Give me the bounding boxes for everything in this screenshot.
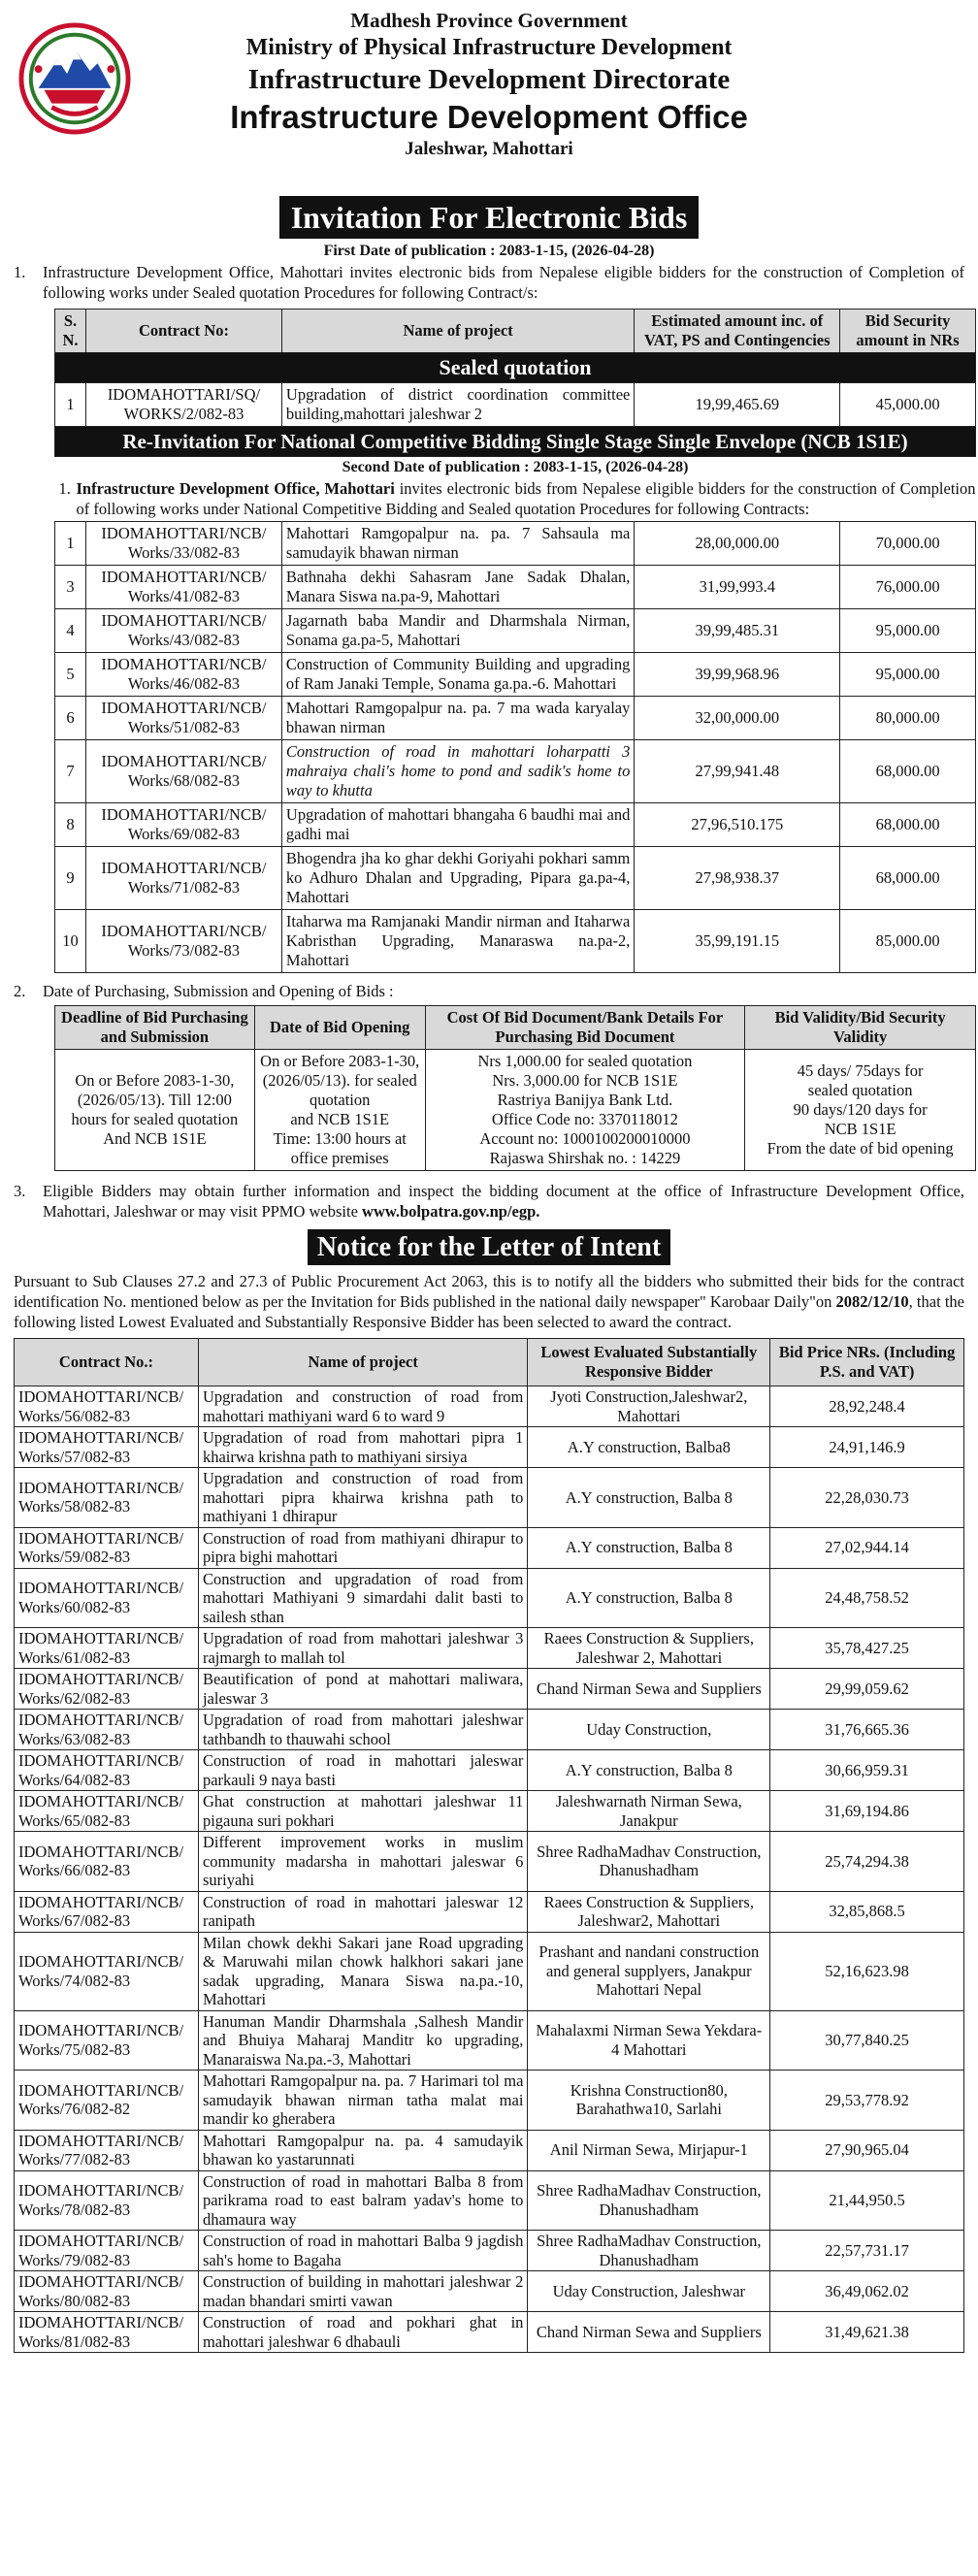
selected-bidder: Uday Construction, — [528, 1710, 770, 1750]
contract-number: IDOMAHOTTARI/NCB/ Works/80/082-83 — [15, 2271, 199, 2312]
bidder-header: Lowest Evaluated Substantially Responsive Bidder — [528, 1339, 770, 1386]
deadline-cell — [55, 1050, 255, 1171]
selected-bidder: A.Y construction, Balba 8 — [528, 1568, 770, 1628]
cell-line: (2026/05/13). Till 12:00 — [77, 1091, 232, 1109]
paragraph-1 — [14, 262, 964, 303]
bid-price: 22,57,731.17 — [770, 2231, 964, 2271]
project-name: Upgradation and construction of road from mahottari pipra khairwa krishna path to mathiyani 1 dhirapur — [198, 1468, 527, 1528]
selected-bidder: Anil Nirman Sewa, Mirjapur-1 — [528, 2130, 770, 2170]
contract-number: IDOMAHOTTARI/NCB/ Works/58/082-83 — [15, 1468, 199, 1528]
second-publication-date: Second Date of publication : 2083-1-15, (2026-04-28) — [342, 459, 689, 475]
bid-price: 30,66,959.31 — [770, 1750, 964, 1791]
selected-bidder: Jyoti Construction,Jaleshwar2, Mahottari — [528, 1386, 770, 1427]
bid-price: 27,02,944.14 — [770, 1527, 964, 1568]
contract-number: IDOMAHOTTARI/NCB/ Works/41/082-83 — [85, 566, 281, 609]
cell-line: Office Code no: 3370118012 — [491, 1110, 678, 1128]
intent-row — [15, 1791, 964, 1832]
cell-line: On or Before 2083-1-30, — [75, 1071, 235, 1090]
intent-row — [15, 2312, 964, 2353]
bid-price: 24,48,758.52 — [770, 1568, 964, 1628]
bid-price: 36,49,062.02 — [770, 2271, 964, 2312]
project-name: Mahottari Ramgopalpur na. pa. 7 ma wada karyalay bhawan nirman — [281, 697, 634, 740]
project-name: Bathnaha dekhi Sahasram Jane Sadak Dhalan, Manara Siswa na.pa-9, Mahottari — [281, 566, 634, 609]
project-name-header: Name of project — [198, 1339, 527, 1386]
cell-line: On or Before 2083-1-30, — [260, 1052, 420, 1070]
selected-bidder: Uday Construction, Jaleshwar — [528, 2271, 770, 2312]
nepal-emblem-icon — [17, 21, 132, 136]
project-name: Construction of building in mahottari jaleshwar 2 madan bhandari smirti vawan — [198, 2271, 527, 2312]
contract-number: IDOMAHOTTARI/NCB/ Works/81/082-83 — [15, 2312, 199, 2353]
contract-number: IDOMAHOTTARI/NCB/ Works/51/082-83 — [85, 697, 281, 740]
notice-text-2: , that the following listed Lowest Evaluated and Substantially Responsive Bidder has been selected to award the contract. — [14, 1292, 964, 1331]
project-name: Construction of road in mahottari jaleswar parkauli 9 naya basti — [198, 1750, 527, 1791]
intent-row — [15, 1891, 964, 1932]
project-name: Beautification of pond at mahottari maliwara, jaleswar 3 — [198, 1669, 527, 1710]
project-name: Jagarnath baba Mandir and Dharmshala Nirman, Sonama ga.pa-5, Mahottari — [281, 609, 634, 653]
bid-security-amount: 68,000.00 — [840, 847, 976, 910]
bid-price: 25,74,294.38 — [770, 1832, 964, 1892]
serial-number: 7 — [55, 740, 86, 803]
estimated-amount: 27,98,938.37 — [635, 847, 840, 910]
cell-line: 90 days/120 days for — [793, 1100, 928, 1119]
cell-line: From the date of bid opening — [766, 1139, 954, 1158]
intent-row — [15, 2271, 964, 2312]
contracts-table — [54, 309, 976, 973]
bid-price: 32,85,868.5 — [770, 1891, 964, 1932]
bid-price: 22,28,030.73 — [770, 1468, 964, 1528]
contract-number: IDOMAHOTTARI/NCB/ Works/67/082-83 — [15, 1891, 199, 1932]
contract-number: IDOMAHOTTARI/SQ/ WORKS/2/082-83 — [85, 383, 281, 427]
cost-bank-header: Cost Of Bid Document/Bank Details For Purchasing Bid Document — [425, 1006, 745, 1050]
serial-number: 10 — [55, 910, 86, 973]
paragraph-text: Infrastructure Development Office, Mahottari invites electronic bids from Nepalese eligible bidders for the construction of Completion of following works under Sealed quotation Procedures for following Contract/s: — [43, 263, 964, 302]
directorate-name: Infrastructure Development Directorate — [247, 64, 731, 95]
bid-price: 52,16,623.98 — [770, 1932, 964, 2010]
project-name: Upgradation of mahottari bhangaha 6 baudhi mai and gadhi mai — [281, 803, 634, 847]
paragraph-3 — [14, 1181, 964, 1222]
intent-row — [15, 1568, 964, 1628]
project-name: Mahottari Ramgopalpur na. pa. 4 samudayik bhawan ko yastarunnati — [198, 2130, 527, 2170]
sealed-quotation-band-row — [55, 353, 976, 383]
intent-row — [15, 1710, 964, 1750]
selected-bidder: Chand Nirman Sewa and Suppliers — [528, 2312, 770, 2353]
contract-number: IDOMAHOTTARI/NCB/ Works/46/082-83 — [85, 653, 281, 697]
cost-bank-cell — [425, 1050, 745, 1171]
serial-number: 9 — [55, 847, 86, 910]
estimated-amount: 27,96,510.175 — [635, 803, 840, 847]
contract-number: IDOMAHOTTARI/NCB/ Works/66/082-83 — [15, 1832, 199, 1892]
intent-row — [15, 2170, 964, 2231]
paragraph-number: 3. — [14, 1182, 26, 1200]
cell-line: NCB 1S1E — [824, 1120, 896, 1138]
contract-row — [55, 522, 976, 566]
contract-number: IDOMAHOTTARI/NCB/ Works/74/082-83 — [15, 1932, 199, 2010]
paragraph-text: Date of Purchasing, Submission and Opening of Bids : — [43, 982, 394, 1000]
ncb-band: Re-Invitation For National Competitive Bidding Single Stage Single Envelope (NCB 1S1E) — [55, 427, 976, 457]
first-publication-date: First Date of publication : 2083-1-15, (2026-04-28) — [323, 243, 655, 259]
cell-line: 45 days/ 75days for — [797, 1061, 924, 1080]
project-name: Hanuman Mandir Dharmshala ,Salhesh Mandir and Bhuiya Maharaj Manditr ko upgrading, Manaraiswa Na.pa.-3, Mahottari — [198, 2010, 527, 2071]
estimated-amount: 19,99,465.69 — [635, 383, 840, 427]
contract-number: IDOMAHOTTARI/NCB/ Works/68/082-83 — [85, 740, 281, 803]
selected-bidder: Chand Nirman Sewa and Suppliers — [528, 1669, 770, 1710]
intent-row — [15, 1386, 964, 1427]
project-name: Upgradation of road from mahottari pipra 1 khairwa krishna path to mathiyani sirsiya — [198, 1427, 527, 1468]
selected-bidder: Raees Construction & Suppliers, Jaleshwar 2, Mahottari — [528, 1628, 770, 1669]
bid-price: 24,91,146.9 — [770, 1427, 964, 1468]
intent-row — [15, 2010, 964, 2071]
contract-number: IDOMAHOTTARI/NCB/ Works/62/082-83 — [15, 1669, 199, 1710]
project-name: Construction of road in mahottari loharpatti 3 mahraiya chali's home to pond and sadik's home to way to khutta — [281, 740, 634, 803]
ncb-band-row — [55, 427, 976, 457]
bid-security-amount: 45,000.00 — [840, 383, 976, 427]
contract-number: IDOMAHOTTARI/NCB/ Works/69/082-83 — [85, 803, 281, 847]
project-name: Milan chowk dekhi Sakari jane Road upgrading & Maruwahi milan chowk halkhori sakari jane sadak upgrading, Manara Siswa na.pa.-10, Mahottari — [198, 1932, 527, 2010]
contract-row — [55, 609, 976, 653]
project-name: Upgradation of road from mahottari jaleshwar 3 rajmargh to mallah tol — [198, 1628, 527, 1669]
contract-number: IDOMAHOTTARI/NCB/ Works/33/082-83 — [85, 522, 281, 566]
letterhead — [14, 8, 964, 192]
serial-number: 4 — [55, 609, 86, 653]
cell-line: Rastriya Banijya Bank Ltd. — [497, 1091, 673, 1109]
selected-bidder: Krishna Construction80, Barahathwa10, Sarlahi — [528, 2071, 770, 2131]
contract-number: IDOMAHOTTARI/NCB/ Works/60/082-83 — [15, 1568, 199, 1628]
estimated-amount: 39,99,968.96 — [635, 653, 840, 697]
contract-number: IDOMAHOTTARI/NCB/ Works/63/082-83 — [15, 1710, 199, 1750]
project-name: Itaharwa ma Ramjanaki Mandir nirman and Itaharwa Kabristhan Upgrading, Manaraswa na.pa-2, Mahottari — [281, 910, 634, 973]
bid-security-amount: 85,000.00 — [840, 910, 976, 973]
bid-security-amount: 80,000.00 — [840, 697, 976, 740]
selected-bidder: A.Y construction, Balba 8 — [528, 1750, 770, 1791]
opening-header: Date of Bid Opening — [254, 1006, 425, 1050]
bid-price: 30,77,840.25 — [770, 2010, 964, 2071]
cell-line: and NCB 1S1E — [290, 1110, 390, 1128]
ncb-intro — [55, 478, 976, 519]
opening-cell — [254, 1050, 425, 1171]
contract-row — [55, 383, 976, 427]
paragraph-text: Eligible Bidders may obtain further information and inspect the bidding document at the office of Infrastructure Development Office, Mahottari, Jaleshwar or may visit PPMO website — [43, 1182, 964, 1221]
contract-number: IDOMAHOTTARI/NCB/ Works/65/082-83 — [15, 1791, 199, 1832]
invitation-title: Invitation For Electronic Bids — [279, 196, 700, 239]
contract-row — [55, 740, 976, 803]
contract-number: IDOMAHOTTARI/NCB/ Works/64/082-83 — [15, 1750, 199, 1791]
contract-number: IDOMAHOTTARI/NCB/ Works/43/082-83 — [85, 609, 281, 653]
estimated-amount: 39,99,485.31 — [635, 609, 840, 653]
cell-line: Account no: 1000100200010000 — [479, 1129, 691, 1148]
bid-price: 31,76,665.36 — [770, 1710, 964, 1750]
selected-bidder: Raees Construction & Suppliers, Jaleshwar2, Mahottari — [528, 1891, 770, 1932]
intent-row — [15, 1932, 964, 2010]
bid-dates-header — [55, 1006, 976, 1050]
bid-price: 29,53,778.92 — [770, 2071, 964, 2131]
estimated-amount: 28,00,000.00 — [635, 522, 840, 566]
selected-bidder: Mahalaxmi Nirman Sewa Yekdara-4 Mahottari — [528, 2010, 770, 2071]
serial-number: 1 — [55, 522, 86, 566]
bid-dates-row — [55, 1050, 976, 1171]
project-name: Construction of road from mathiyani dhirapur to pipra bighi mahottari — [198, 1527, 527, 1568]
cell-line: quotation — [310, 1091, 371, 1109]
cell-line: sealed quotation — [807, 1081, 913, 1099]
cell-line: hours for sealed quotation — [71, 1110, 239, 1128]
contract-number: IDOMAHOTTARI/NCB/ Works/78/082-83 — [15, 2170, 199, 2231]
contract-row — [55, 653, 976, 697]
cell-line: Nrs. 3,000.00 for NCB 1S1E — [492, 1071, 678, 1090]
selected-bidder: A.Y construction, Balba8 — [528, 1427, 770, 1468]
contract-row — [55, 566, 976, 609]
project-name: Upgradation and construction of road from mahottari mathiyani ward 6 to ward 9 — [198, 1386, 527, 1427]
contract-row — [55, 697, 976, 740]
contract-no-header: Contract No.: — [15, 1339, 199, 1386]
contract-number: IDOMAHOTTARI/NCB/ Works/71/082-83 — [85, 847, 281, 910]
paragraph-number: 1. — [58, 479, 71, 498]
notice-date: 2082/12/10 — [835, 1292, 909, 1311]
selected-bidder: Shree RadhaMadhav Construction, Dhanushadham — [528, 1832, 770, 1892]
bid-price: 27,90,965.04 — [770, 2130, 964, 2170]
serial-number: 3 — [55, 566, 86, 609]
province-name: Madhesh Province Government — [350, 9, 628, 32]
intent-row — [15, 1628, 964, 1669]
bid-price: 35,78,427.25 — [770, 1628, 964, 1669]
cell-line: Rajaswa Shirshak no. : 14229 — [489, 1149, 681, 1167]
estimated-amount: 35,99,191.15 — [635, 910, 840, 973]
ncb-intro-office: Infrastructure Development Office, Mahottari — [76, 479, 395, 498]
contract-number: IDOMAHOTTARI/NCB/ Works/59/082-83 — [15, 1527, 199, 1568]
selected-bidder: Shree RadhaMadhav Construction, Dhanushadham — [528, 2231, 770, 2271]
estimated-amount-header: Estimated amount inc. of VAT, PS and Contingencies — [635, 310, 840, 353]
validity-cell — [745, 1050, 976, 1171]
ppmo-website-link[interactable]: www.bolpatra.gov.np/egp. — [362, 1202, 540, 1221]
project-name: Construction of road in mahottari jaleswar 12 ranipath — [198, 1891, 527, 1932]
bid-price: 31,69,194.86 — [770, 1791, 964, 1832]
serial-number: 8 — [55, 803, 86, 847]
contract-number: IDOMAHOTTARI/NCB/ Works/76/082-82 — [15, 2071, 199, 2131]
project-name: Mahottari Ramgopalpur na. pa. 7 Harimari tol ma samudayik bhawan nirman tatha malat mai mandir ko gherabera — [198, 2071, 527, 2131]
bid-security-amount: 68,000.00 — [840, 803, 976, 847]
validity-header: Bid Validity/Bid Security Validity — [745, 1006, 976, 1050]
paragraph-number: 1. — [14, 263, 26, 281]
selected-bidder: Shree RadhaMadhav Construction, Dhanushadham — [528, 2170, 770, 2231]
selected-bidder: Jaleshwarnath Nirman Sewa, Janakpur — [528, 1791, 770, 1832]
sealed-quotation-band: Sealed quotation — [55, 353, 976, 383]
intent-row — [15, 2071, 964, 2131]
bid-price: 21,44,950.5 — [770, 2170, 964, 2231]
ncb-intro-row — [55, 457, 976, 522]
cell-line: And NCB 1S1E — [103, 1129, 207, 1148]
project-name: Construction and upgradation of road from mahottari Mathiyani 9 simardahi dalit basti to sailesh sthan — [198, 1568, 527, 1628]
project-name: Construction of Community Building and upgrading of Ram Janaki Temple, Sonama ga.pa.-6. Mahottari — [281, 653, 634, 697]
project-name: Construction of road in mahottari Balba 9 jagdish sah's home to Bagaha — [198, 2231, 527, 2271]
intent-row — [15, 1468, 964, 1528]
contract-row — [55, 847, 976, 910]
office-location: Jaleshwar, Mahottari — [405, 139, 573, 159]
serial-number: 6 — [55, 697, 86, 740]
contract-number: IDOMAHOTTARI/NCB/ Works/79/082-83 — [15, 2231, 199, 2271]
notice-paragraph — [14, 1271, 964, 1332]
office-name: Infrastructure Development Office — [230, 99, 748, 135]
selected-bidder: A.Y construction, Balba 8 — [528, 1468, 770, 1528]
bid-security-amount: 95,000.00 — [840, 609, 976, 653]
contract-row — [55, 803, 976, 847]
project-name: Mahottari Ramgopalpur na. pa. 7 Sahsaula ma samudayik bhawan nirman — [281, 522, 634, 566]
project-name: Different improvement works in muslim community madarsha in mahottari jaleswar 6 suriyahi — [198, 1832, 527, 1892]
contract-number: IDOMAHOTTARI/NCB/ Works/73/082-83 — [85, 910, 281, 973]
selected-bidder: Prashant and nandani construction and general supplyers, Janakpur Mahottari Nepal — [528, 1932, 770, 2010]
sn-header: S. N. — [55, 310, 86, 353]
contract-row — [55, 910, 976, 973]
intent-row — [15, 1750, 964, 1791]
bid-security-amount: 76,000.00 — [840, 566, 976, 609]
bid-security-header: Bid Security amount in NRs — [840, 310, 976, 353]
project-name: Ghat construction at mahottari jaleshwar 11 pigauna suri pokhari — [198, 1791, 527, 1832]
serial-number: 1 — [55, 383, 86, 427]
intent-row — [15, 1427, 964, 1468]
contract-number: IDOMAHOTTARI/NCB/ Works/61/082-83 — [15, 1628, 199, 1669]
bid-security-amount: 95,000.00 — [840, 653, 976, 697]
contract-number: IDOMAHOTTARI/NCB/ Works/56/082-83 — [15, 1386, 199, 1427]
project-name: Upgradation of road from mahottari jaleshwar tathbandh to thauwahi school — [198, 1710, 527, 1750]
estimated-amount: 31,99,993.4 — [635, 566, 840, 609]
cell-line: (2026/05/13). for sealed — [262, 1071, 417, 1090]
project-name: Construction of road in mahottari Balba 8 from parikrama road to east balram yadav's home to dhamaura way — [198, 2170, 527, 2231]
intent-row — [15, 2231, 964, 2271]
paragraph-number: 2. — [14, 982, 26, 1000]
bid-price-header: Bid Price NRs. (Including P.S. and VAT) — [770, 1339, 964, 1386]
bid-security-amount: 70,000.00 — [840, 522, 976, 566]
bid-dates-table — [54, 1005, 976, 1171]
ministry-name: Ministry of Physical Infrastructure Development — [245, 35, 733, 60]
deadline-header: Deadline of Bid Purchasing and Submission — [55, 1006, 255, 1050]
project-name: Upgradation of district coordination committee building,mahottari jaleshwar 2 — [281, 383, 634, 427]
serial-number: 5 — [55, 653, 86, 697]
project-name: Construction of road and pokhari ghat in mahottari jaleshwar 6 dhabauli — [198, 2312, 527, 2353]
cell-line: Time: 13:00 hours at — [273, 1129, 407, 1148]
cell-line: Nrs 1,000.00 for sealed quotation — [477, 1052, 693, 1070]
intent-row — [15, 1527, 964, 1568]
contracts-table-header — [55, 310, 976, 353]
bid-price: 31,49,621.38 — [770, 2312, 964, 2353]
notice-text-1: Pursuant to Sub Clauses 27.2 and 27.3 of Public Procurement Act 2063, this is to notify all the bidders who submitted their bids for the contract identification No. mentioned below as per the Invitation for Bids published in the national daily newspaper" Karobaar Daily"on — [14, 1272, 964, 1311]
estimated-amount: 32,00,000.00 — [635, 697, 840, 740]
bid-security-amount: 68,000.00 — [840, 740, 976, 803]
contract-number: IDOMAHOTTARI/NCB/ Works/75/082-83 — [15, 2010, 199, 2071]
contract-number: IDOMAHOTTARI/NCB/ Works/77/082-83 — [15, 2130, 199, 2170]
intent-table — [14, 1338, 964, 2353]
contract-number: IDOMAHOTTARI/NCB/ Works/57/082-83 — [15, 1427, 199, 1468]
selected-bidder: A.Y construction, Balba 8 — [528, 1527, 770, 1568]
ncb-intro-text: invites electronic bids from Nepalese eligible bidders for the construction of Completion of following works under National Competitive Bidding and Sealed quotation Procedures for following Contracts: — [76, 479, 976, 518]
paragraph-2 — [14, 981, 964, 1001]
cell-line: office premises — [290, 1149, 389, 1167]
contract-no-header: Contract No: — [85, 310, 281, 353]
project-name-header: Name of project — [281, 310, 634, 353]
intent-table-header — [15, 1339, 964, 1386]
estimated-amount: 27,99,941.48 — [635, 740, 840, 803]
bid-price: 29,99,059.62 — [770, 1669, 964, 1710]
bid-price: 28,92,248.4 — [770, 1386, 964, 1427]
intent-row — [15, 2130, 964, 2170]
intent-row — [15, 1669, 964, 1710]
intent-row — [15, 1832, 964, 1892]
notice-title: Notice for the Letter of Intent — [308, 1229, 670, 1265]
letterhead-lines — [14, 8, 964, 161]
project-name: Bhogendra jha ko ghar dekhi Goriyahi pokhari samm ko Adhuro Dhalan and Upgrading, Pipara ga.pa-4, Mahottari — [281, 847, 634, 910]
